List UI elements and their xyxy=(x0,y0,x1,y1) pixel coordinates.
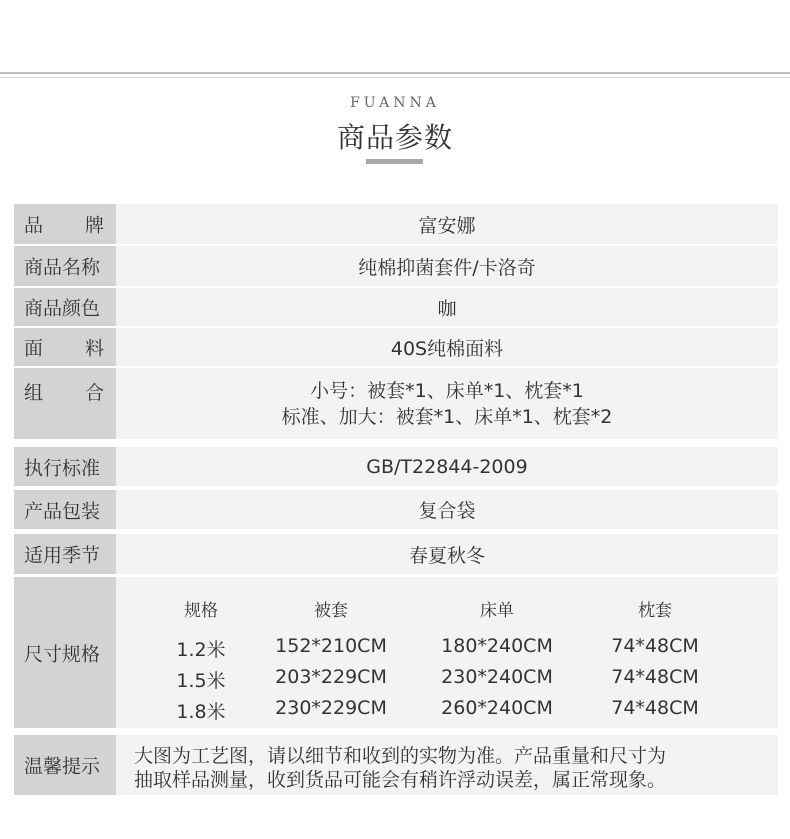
top-divider-thin xyxy=(0,77,790,78)
spec-header: 床单 xyxy=(480,601,514,621)
param-row-combo xyxy=(14,368,778,439)
param-label: 组 合 xyxy=(14,368,116,439)
param-row-brand xyxy=(14,204,778,244)
param-value: 春夏秋冬 xyxy=(116,534,778,574)
spec-header: 枕套 xyxy=(638,601,672,621)
param-row-standard xyxy=(14,447,778,486)
spec-cell: 260*240CM xyxy=(441,697,553,719)
spec-cell: 1.8米 xyxy=(176,701,226,723)
param-label: 产品包装 xyxy=(14,490,116,529)
param-row-packaging xyxy=(14,490,778,529)
combo-line-small: 小号：被套*1、床单*1、枕套*1 xyxy=(310,379,584,402)
param-label: 执行标准 xyxy=(14,447,116,486)
param-label: 温馨提示 xyxy=(14,735,116,795)
param-value: GB/T22844-2009 xyxy=(116,447,778,486)
spec-cell: 1.2米 xyxy=(176,639,226,661)
top-divider xyxy=(0,72,790,74)
param-row-season xyxy=(14,534,778,574)
brand-logo-text: FUANNA xyxy=(350,95,440,111)
param-row-notice xyxy=(14,735,778,795)
param-value: 复合袋 xyxy=(116,490,778,529)
spec-cell: 230*229CM xyxy=(275,697,387,719)
spec-cell: 74*48CM xyxy=(611,697,699,719)
spec-header: 被套 xyxy=(314,601,348,621)
notice-text: 大图为工艺图，请以细节和收到的实物为准。产品重量和尺寸为 抽取样品测量，收到货品可能会有稍许浮动误差，属正常现象。 xyxy=(116,735,778,795)
param-row-specs xyxy=(14,577,778,728)
param-value: 40S纯棉面料 xyxy=(116,328,778,366)
param-label: 适用季节 xyxy=(14,534,116,574)
param-label: 尺寸规格 xyxy=(14,577,116,728)
param-value xyxy=(116,368,778,439)
spec-cell: 230*240CM xyxy=(441,666,553,688)
spec-cell: 74*48CM xyxy=(611,666,699,688)
spec-table xyxy=(116,577,778,728)
param-value: 咖 xyxy=(116,288,778,326)
param-value: 富安娜 xyxy=(116,204,778,244)
param-row-color xyxy=(14,288,778,326)
param-label: 品 牌 xyxy=(14,204,116,244)
param-row-name xyxy=(14,246,778,286)
page-title: 商品参数 xyxy=(336,121,453,154)
spec-cell: 74*48CM xyxy=(611,635,699,657)
spec-cell: 180*240CM xyxy=(441,635,553,657)
spec-cell: 152*210CM xyxy=(275,635,387,657)
title-underline xyxy=(366,159,423,164)
param-label: 商品名称 xyxy=(14,246,116,286)
spec-header: 规格 xyxy=(184,601,218,621)
combo-line-standard: 标准、加大：被套*1、床单*1、枕套*2 xyxy=(281,405,613,428)
param-value: 纯棉抑菌套件/卡洛奇 xyxy=(116,246,778,286)
param-row-fabric xyxy=(14,328,778,366)
spec-cell: 1.5米 xyxy=(176,670,226,692)
spec-cell: 203*229CM xyxy=(275,666,387,688)
param-label: 商品颜色 xyxy=(14,288,116,326)
param-label: 面 料 xyxy=(14,328,116,366)
